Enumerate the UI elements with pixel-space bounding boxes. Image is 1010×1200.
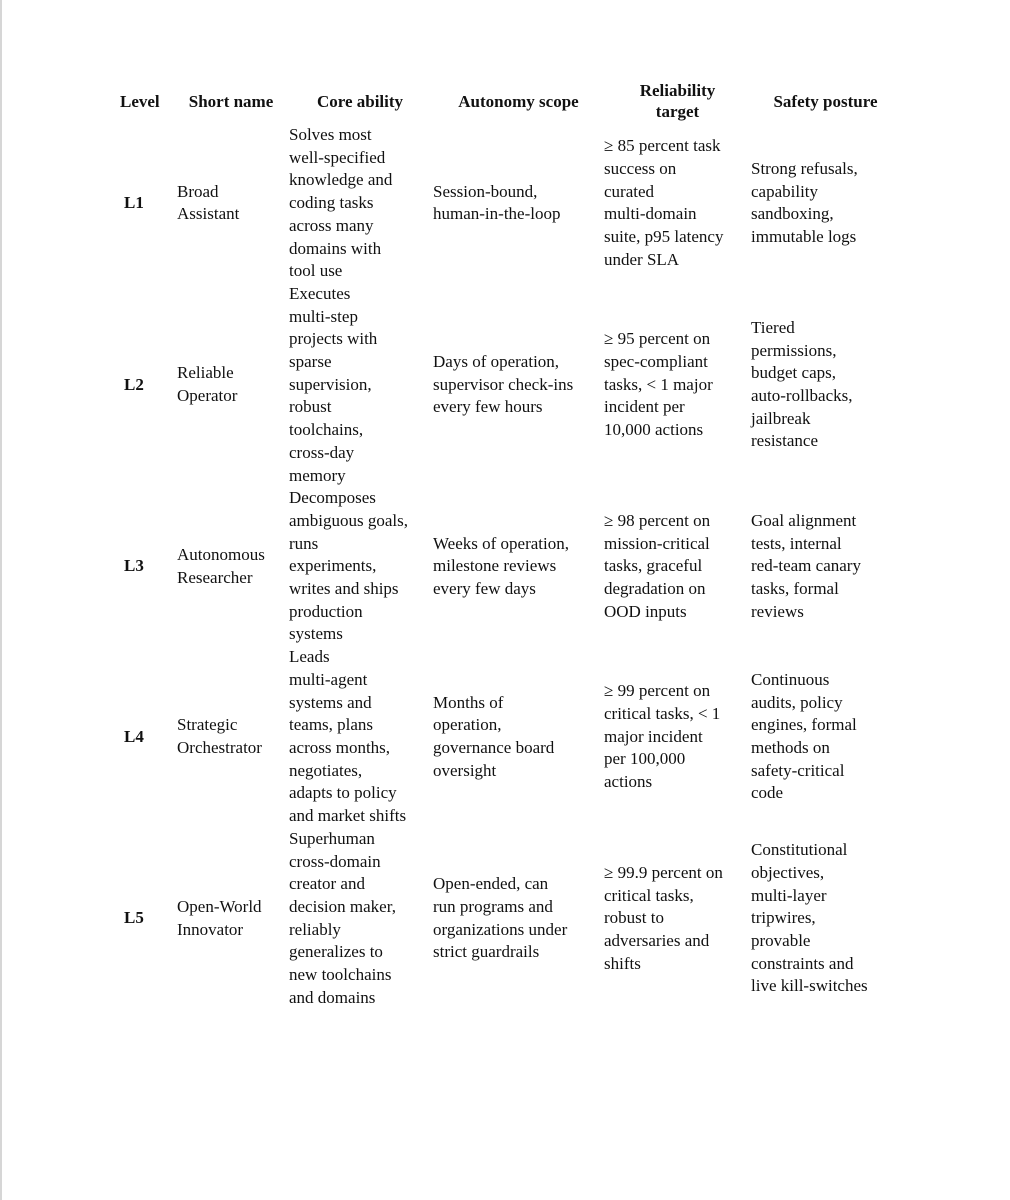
reliability-target-cell: ≥ 85 percent task success on curated multi-domain suite, p95 latency under SLA bbox=[604, 136, 724, 269]
safety-posture-cell: Strong refusals, capability sandboxing, immutable logs bbox=[751, 159, 858, 247]
header-autonomy-scope: Autonomy scope bbox=[458, 91, 579, 111]
autonomy-scope-cell: Weeks of operation, milestone reviews every few days bbox=[433, 533, 569, 599]
header-level: Level bbox=[120, 91, 160, 111]
core-ability-cell: Solves most well-specified knowledge and coding tasks across many domains with tool use bbox=[289, 125, 393, 281]
header-short-name: Short name bbox=[188, 91, 274, 111]
safety-posture-cell: Goal alignment tests, internal red-team canary tasks, formal reviews bbox=[751, 510, 861, 621]
header-safety-posture: Safety posture bbox=[773, 91, 878, 111]
levels-table bbox=[120, 78, 900, 1009]
short-name-cell: Autonomous Researcher bbox=[177, 545, 265, 587]
table-row bbox=[120, 283, 900, 487]
reliability-target-cell: ≥ 99 percent on critical tasks, < 1 major incident per 100,000 actions bbox=[604, 681, 721, 792]
level-cell: L4 bbox=[124, 726, 144, 746]
header-reliability-target: Reliability target bbox=[639, 81, 716, 121]
safety-posture-cell: Tiered permissions, budget caps, auto-rollbacks, jailbreak resistance bbox=[751, 317, 853, 451]
level-cell: L5 bbox=[124, 908, 144, 928]
level-cell: L3 bbox=[124, 556, 144, 576]
table-row bbox=[120, 124, 900, 283]
short-name-cell: Broad Assistant bbox=[177, 181, 240, 224]
reliability-target-cell: ≥ 98 percent on mission-critical tasks, graceful degradation on OOD inputs bbox=[604, 510, 711, 621]
autonomy-scope-cell: Days of operation, supervisor check-ins every few hours bbox=[433, 352, 574, 417]
reliability-target-cell: ≥ 99.9 percent on critical tasks, robust to adversaries and shifts bbox=[604, 862, 723, 973]
core-ability-cell: Executes multi-step projects with sparse supervision, robust toolchains, cross-day memory bbox=[289, 283, 378, 485]
table-row bbox=[120, 828, 900, 1010]
autonomy-scope-cell: Session-bound, human-in-the-loop bbox=[433, 181, 561, 224]
autonomy-scope-cell: Months of operation, governance board oversight bbox=[433, 692, 555, 780]
autonomy-scope-cell: Open-ended, can run programs and organizations under strict guardrails bbox=[433, 874, 568, 962]
core-ability-cell: Decomposes ambiguous goals, runs experiments, writes and ships production systems bbox=[289, 488, 408, 644]
safety-posture-cell: Continuous audits, policy engines, formal methods on safety-critical code bbox=[751, 669, 857, 803]
table-row bbox=[120, 487, 900, 646]
short-name-cell: Strategic Orchestrator bbox=[177, 715, 262, 757]
reliability-target-cell: ≥ 95 percent on spec-compliant tasks, < 1 major incident per 10,000 actions bbox=[604, 329, 713, 440]
header-core-ability: Core ability bbox=[316, 91, 404, 111]
table-row bbox=[120, 646, 900, 828]
page-edge bbox=[0, 0, 2, 1200]
short-name-cell: Reliable Operator bbox=[177, 363, 238, 406]
level-cell: L2 bbox=[124, 374, 144, 394]
short-name-cell: Open-World Innovator bbox=[177, 896, 262, 939]
table-header-row bbox=[120, 78, 900, 124]
core-ability-cell: Leads multi-agent systems and teams, plans across months, negotiates, adapts to policy and market shifts bbox=[289, 647, 407, 826]
safety-posture-cell: Constitutional objectives, multi-layer tripwires, provable constraints and live kill-switches bbox=[751, 840, 868, 996]
level-cell: L1 bbox=[124, 193, 144, 213]
core-ability-cell: Superhuman cross-domain creator and decision maker, reliably generalizes to new toolchains and domains bbox=[289, 828, 396, 1007]
